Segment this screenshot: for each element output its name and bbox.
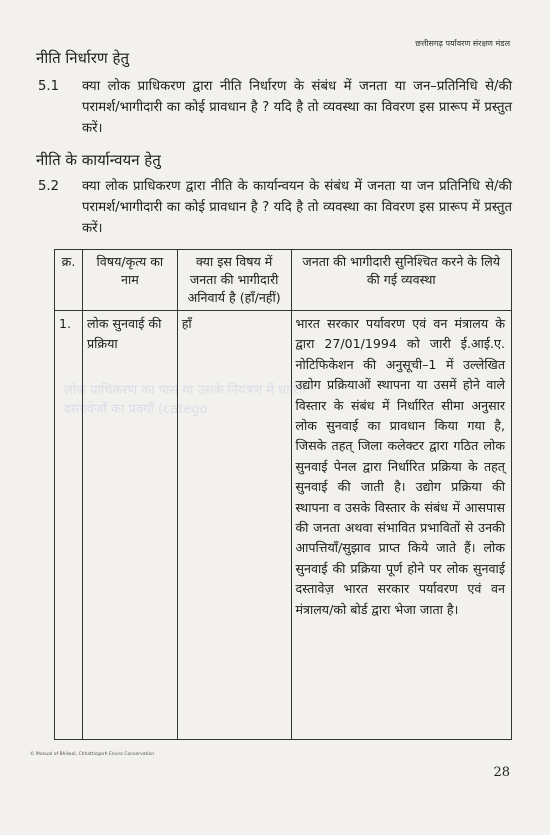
section-title-policy-implementation: नीति के कार्यान्वयन हेतु bbox=[36, 151, 161, 169]
bleed-line-2: दस्तावेजों का प्रवर्गों (catego bbox=[64, 402, 208, 417]
section-title-policy-making: नीति निर्धारण हेतु bbox=[36, 49, 129, 67]
clause-number: 5.2 bbox=[38, 179, 59, 194]
page-header-org: छत्तीसगढ़ पर्यावरण संरक्षण मंडल bbox=[415, 39, 510, 48]
footer-credit: © Manual of Bhilwal, Chhattisgarh Enviro Conservation bbox=[30, 752, 155, 757]
clause-5-1 bbox=[38, 76, 512, 139]
clause-number: 5.1 bbox=[38, 79, 59, 94]
participation-table bbox=[54, 249, 512, 740]
header-subject: विषय/कृत्य का नाम bbox=[82, 250, 177, 311]
cell-subject: लोक सुनवाई की प्रक्रिया bbox=[82, 311, 177, 740]
cell-arrangement: भारत सरकार पर्यावरण एवं वन मंत्रालय के द्वारा 27/01/1994 को जारी ई.आई.ए. नोटिफिकेशन की अनुसूची–1 में उल्लेखित उद्योग प्रक्रियाओं स्थापना या उसमें होने वाले विस्तार के संबंध में निर्धारित सीमा अनुसार लोक सुनवाई का प्रावधान किया गया है, जिसके तहत् जिला कलेक्टर द्वारा गठित लोक सुनवाई पेनल द्वारा निर्धारित प्रक्रिया के तहत् सुनवाई की जाती है। उद्योग प्रक्रिया की स्थापना व उसके विस्तार के संबंध में आसपास की जनता अथवा संभावित प्रभावितों से उनकी आपत्तियाँ/सुझाव प्राप्त किये जाते हैं। लोक सुनवाई की प्रक्रिया पूर्ण होने पर लोक सुनवाई दस्तावेज़ भारत सरकार पर्यावरण एवं वन मंत्रालय/को बोर्ड द्वारा भेजा जाता है। bbox=[291, 311, 512, 740]
bleed-line-1: लोक प्राधिकरण का पास या उसके नियंत्रण में धारित bbox=[64, 383, 306, 398]
cell-mandatory: हाँ bbox=[177, 311, 291, 740]
header-mandatory: क्या इस विषय में जनता की भागीदारी अनिवार्य है (हाँ/नहीं) bbox=[177, 250, 291, 311]
clause-text: क्या लोक प्राधिकरण द्वारा नीति के कार्यान्वयन के संबंध में जनता या जन प्रतिनिधि से/की परामर्श/भागीदारी का कोई प्रावधान है ? यदि है तो व्यवस्था का विवरण इस प्रारूप में प्रस्तुत करें। bbox=[82, 179, 512, 236]
table-header-row bbox=[55, 250, 512, 311]
clause-text: क्या लोक प्राधिकरण द्वारा नीति निर्धारण के संबंध में जनता या जन–प्रतिनिधि से/की परामर्श/भागीदारी का कोई प्रावधान है ? यदि है तो व्यवस्था का विवरण इस प्रारूप में प्रस्तुत करें। bbox=[82, 79, 512, 136]
table-row bbox=[55, 311, 512, 740]
cell-sno: 1. bbox=[55, 311, 83, 740]
page-number: 28 bbox=[493, 765, 510, 780]
header-sno: क्र. bbox=[55, 250, 83, 311]
header-arrangement: जनता की भागीदारी सुनिश्चित करने के लिये की गई व्यवस्था bbox=[291, 250, 512, 311]
clause-5-2 bbox=[38, 176, 512, 239]
